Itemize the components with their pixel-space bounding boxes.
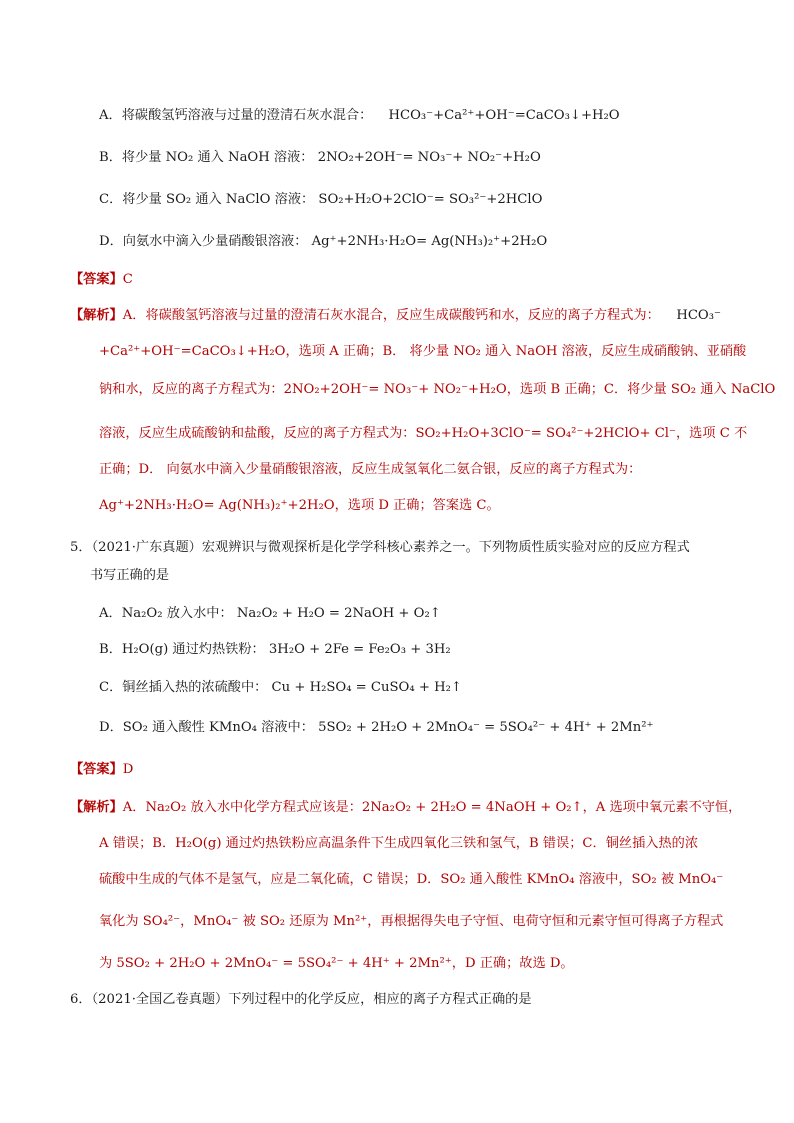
q5-option-d (99, 718, 654, 738)
q5-analysis-tag: 【解析】 (70, 800, 123, 815)
q5-option-a-equation: Na₂O₂ + H₂O = 2NaOH + O₂↑ (236, 606, 441, 621)
q4-option-c-equation: SO₂+H₂O+2ClO⁻= SO₃²⁻+2HClO (318, 192, 543, 207)
q4-analysis-line-2: +Ca²⁺+OH⁻=CaCO₃↓+H₂O，选项 A 正确；B． 将少量 NO₂ 通入 NaOH 溶液，反应生成硝酸钠、亚硝酸 (99, 344, 747, 359)
q4-option-a-label: A．将碳酸氢钙溶液与过量的澄清石灰水混合： (99, 108, 373, 123)
q5-stem-line-2: 书写正确的是 (90, 568, 170, 583)
q4-option-c-label: C．将少量 SO₂ 通入 NaClO 溶液： (99, 192, 315, 207)
q4-option-a (99, 106, 620, 126)
q4-analysis-line-1 (70, 306, 721, 326)
q5-analysis-line-5: 为 5SO₂ + 2H₂O + 2MnO₄⁻ = 5SO₄²⁻ + 4H⁺ + 2Mn²⁺，D 正确；故选 D。 (99, 956, 574, 971)
q5-answer-value: D (122, 762, 134, 777)
q5-option-b (99, 640, 451, 660)
q5-analysis-text-1: A．Na₂O₂ 放入水中化学方程式应该是：2Na₂O₂ + 2H₂O = 4NaOH + O₂↑，A 选项中氧元素不守恒， (122, 800, 742, 815)
q5-option-c (99, 678, 462, 698)
q4-analysis-text-1: A．将碳酸氢钙溶液与过量的澄清石灰水混合，反应生成碳酸钙和水，反应的离子方程式为： (122, 308, 660, 323)
q4-option-d-equation: Ag⁺+2NH₃·H₂O= Ag(NH₃)₂⁺+2H₂O (311, 234, 548, 249)
q5-stem-line-1: 5．（2021·广东真题）宏观辨识与微观探析是化学学科核心素养之一。下列物质性质实验对应的反应方程式 (70, 540, 690, 555)
q4-analysis-line-3: 钠和水，反应的离子方程式为：2NO₂+2OH⁻= NO₃⁻+ NO₂⁻+H₂O，选项 B 正确；C．将少量 SO₂ 通入 NaClO (99, 382, 776, 397)
q5-option-a-label: A．Na₂O₂ 放入水中： (99, 606, 233, 621)
q5-answer-tag: 【答案】 (70, 762, 123, 777)
q5-analysis-line-3: 硫酸中生成的气体不是氢气，应是二氧化硫，C 错误；D．SO₂ 通入酸性 KMnO₄ 溶液中，SO₂ 被 MnO₄⁻ (99, 872, 724, 887)
q4-option-c (99, 190, 542, 210)
q5-option-b-equation: 3H₂O + 2Fe = Fe₂O₃ + 3H₂ (268, 642, 451, 657)
q4-analysis-text-1-end: HCO₃⁻ (676, 308, 721, 323)
q5-analysis-line-4: 氧化为 SO₄²⁻，MnO₄⁻ 被 SO₂ 还原为 Mn²⁺，再根据得失电子守恒、电荷守恒和元素守恒可得离子方程式 (99, 914, 724, 929)
q5-option-a (99, 604, 441, 624)
q4-option-d-label: D．向氨水中滴入少量硝酸银溶液： (99, 234, 308, 249)
q4-option-b-label: B．将少量 NO₂ 通入 NaOH 溶液： (99, 150, 314, 165)
q4-option-b-equation: 2NO₂+2OH⁻= NO₃⁻+ NO₂⁻+H₂O (317, 150, 541, 165)
q4-analysis-line-4: 溶液，反应生成硫酸钠和盐酸，反应的离子方程式为：SO₂+H₂O+3ClO⁻= SO₄²⁻+2HClO+ Cl⁻，选项 C 不 (99, 426, 748, 441)
q4-answer-value: C (122, 272, 133, 287)
q4-option-a-equation: HCO₃⁻+Ca²⁺+OH⁻=CaCO₃↓+H₂O (388, 108, 620, 123)
q4-option-b (99, 148, 541, 168)
q5-option-c-equation: Cu + H₂SO₄ = CuSO₄ + H₂↑ (271, 680, 462, 695)
q4-answer (70, 270, 133, 290)
q5-option-d-equation: 5SO₂ + 2H₂O + 2MnO₄⁻ = 5SO₄²⁻ + 4H⁺ + 2Mn²⁺ (318, 720, 654, 735)
q4-answer-tag: 【答案】 (70, 272, 123, 287)
q5-option-b-label: B．H₂O(g) 通过灼热铁粉： (99, 642, 265, 657)
q4-option-d (99, 232, 547, 252)
q4-analysis-line-6: Ag⁺+2NH₃·H₂O= Ag(NH₃)₂⁺+2H₂O，选项 D 正确；答案选 C。 (99, 498, 500, 513)
q5-answer (70, 760, 133, 780)
q4-analysis-line-5: 正确；D． 向氨水中滴入少量硝酸银溶液，反应生成氢氧化二氨合银，反应的离子方程式为： (99, 462, 642, 477)
q4-analysis-tag: 【解析】 (70, 308, 123, 323)
q5-analysis-line-1 (70, 798, 741, 818)
q5-option-c-label: C．铜丝插入热的浓硫酸中： (99, 680, 268, 695)
q6-stem: 6．（2021·全国乙卷真题）下列过程中的化学反应，相应的离子方程式正确的是 (70, 992, 532, 1007)
q5-analysis-line-2: A 错误；B．H₂O(g) 通过灼热铁粉应高温条件下生成四氧化三铁和氢气，B 错误；C．铜丝插入热的浓 (99, 836, 699, 851)
q5-option-d-label: D．SO₂ 通入酸性 KMnO₄ 溶液中： (99, 720, 314, 735)
